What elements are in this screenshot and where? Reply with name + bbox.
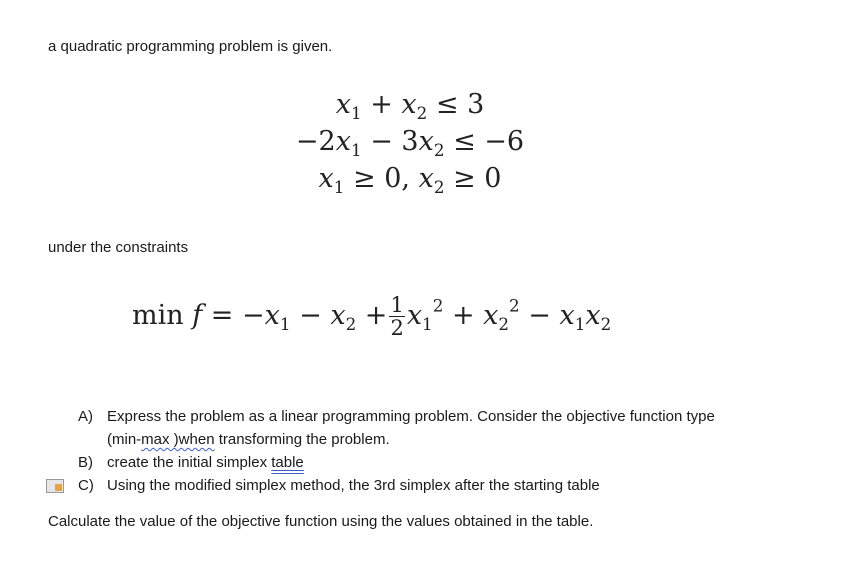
constraint-equations [270, 86, 550, 197]
task-c-text: Using the modified simplex method, the 3rd simplex after the starting table [107, 477, 600, 494]
task-b-underlined: table [271, 454, 304, 471]
task-c [78, 474, 715, 497]
intro-text: a quadratic programming problem is given. [48, 38, 333, 55]
task-a-spellcheck-text: max )when [141, 431, 215, 448]
task-list [78, 405, 715, 497]
fraction-one-half: $\frac{1}{2}$ [390, 293, 404, 340]
task-a-line1: Express the problem as a linear programming problem. Consider the objective function type [107, 408, 715, 425]
task-a-line2 [107, 428, 715, 451]
closing-text: Calculate the value of the objective function using the values obtained in the table. [48, 513, 594, 530]
task-b-label: B) [78, 454, 93, 471]
constraint-2: $-2x_1 - 3x_2 \le -6$ [295, 126, 525, 160]
constraint-1: $x_1 + x_2 \le 3$ [335, 89, 485, 123]
objective-function: $\min f = -x_1 - x_2$ + $\frac{1}{2}$ $x_1^2 + x_2^2 - x_1x_2$ [132, 293, 612, 340]
task-a-line2-post: transforming the problem. [214, 431, 390, 448]
comment-icon[interactable] [46, 479, 64, 493]
task-a-label: A) [78, 408, 93, 425]
task-a [78, 405, 715, 451]
task-b-text: create the initial simplex [107, 454, 272, 471]
constraints-label: under the constraints [48, 239, 189, 256]
task-c-label: C) [78, 477, 94, 494]
task-a-line2-pre: (min- [107, 431, 142, 448]
task-b [78, 451, 715, 474]
constraint-3: $x_1 \ge 0$, $x_2 \ge 0$ [318, 163, 502, 197]
